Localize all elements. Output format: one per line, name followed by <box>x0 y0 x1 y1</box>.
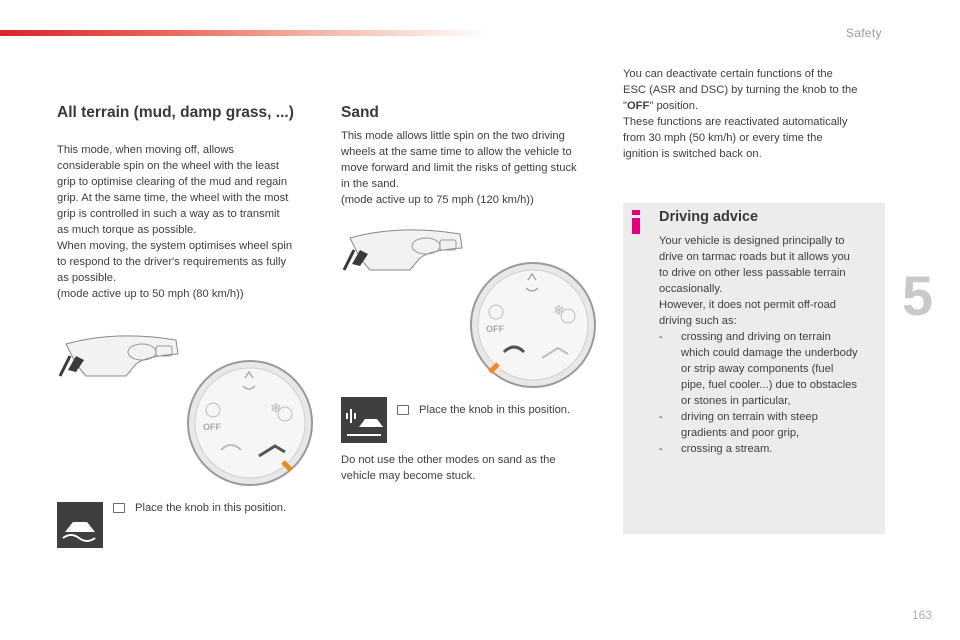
mode-snow-icon: ❄ <box>553 302 565 318</box>
sand-mode-icon <box>341 397 387 443</box>
mode-knob-illustration-sand <box>468 260 598 390</box>
mud-mode-icon <box>57 502 103 548</box>
driving-advice-text: Your vehicle is designed principally to drive on tarmac roads but it allows you to drive on other less passable terrain occasionally. However, it does not permit off-road driving such as: - crossing and driving on terrain which could damage the underbody or strip away components (fuel pipe, fuel cooler...) due to obstacles or stones in particular, - driving on terrain with steep gradients and poor grip, - crossing a stream. <box>659 233 879 457</box>
sand-note: Do not use the other modes on sand as the vehicle may become stuck. <box>341 454 556 482</box>
mud-mode-icon-box <box>57 502 103 548</box>
advice-item: - crossing and driving on terrain which could damage the underbody or strip away components (fuel pipe, fuel cooler...) due to obstacles or stones in particular, <box>659 331 858 407</box>
bullet-box-icon <box>397 405 409 415</box>
sand-title: Sand <box>341 104 379 121</box>
info-icon <box>630 210 642 234</box>
chapter-number: 5 <box>902 264 934 327</box>
all-terrain-text: This mode, when moving off, allows considerable spin on the wheel with the least grip to optimise clearing of the mud and regain grip. At the same time, the wheel with the most grip is controlled in such a way as to transmit as much torque as possible. When moving, the system optimises wheel spin to respond to the driver's requirements as fully as possible. (mode active up to 50 mph (80 km/h)) <box>57 144 293 300</box>
mode-knob-illustration <box>185 358 315 488</box>
all-terrain-title: All terrain (mud, damp grass, ...) <box>57 104 294 121</box>
dashboard-illustration <box>56 330 184 380</box>
advice-item: - crossing a stream. <box>659 443 773 455</box>
driving-advice-box <box>623 203 885 534</box>
svg-text:OFF: OFF <box>203 422 221 432</box>
driving-advice-title: Driving advice <box>659 209 759 225</box>
dashboard-illustration-sand <box>340 224 468 274</box>
mud-bullet: Place the knob in this position. <box>113 502 286 514</box>
page-number: 163 <box>912 608 933 622</box>
header-color-bar <box>0 30 490 36</box>
sand-mode-icon-box <box>341 397 387 443</box>
section-name: Safety <box>846 26 882 40</box>
esc-deactivate-text: You can deactivate certain functions of the ESC (ASR and DSC) by turning the knob to the "OFF" position. These functions are reactivated automatically from 30 mph (50 km/h) or every time the ignition is switched back on. <box>623 68 858 160</box>
mode-snow-icon: ❄ <box>270 400 282 416</box>
svg-text:OFF: OFF <box>486 324 504 334</box>
advice-item: - driving on terrain with steep gradients and poor grip, <box>659 411 818 439</box>
sand-text: This mode allows little spin on the two driving wheels at the same time to allow the vehicle to move forward and limit the risks of getting stuck in the sand. (mode active up to 75 mph (120 km/h)) <box>341 130 577 206</box>
sand-bullet: Place the knob in this position. <box>397 404 570 416</box>
bullet-box-icon <box>113 503 125 513</box>
